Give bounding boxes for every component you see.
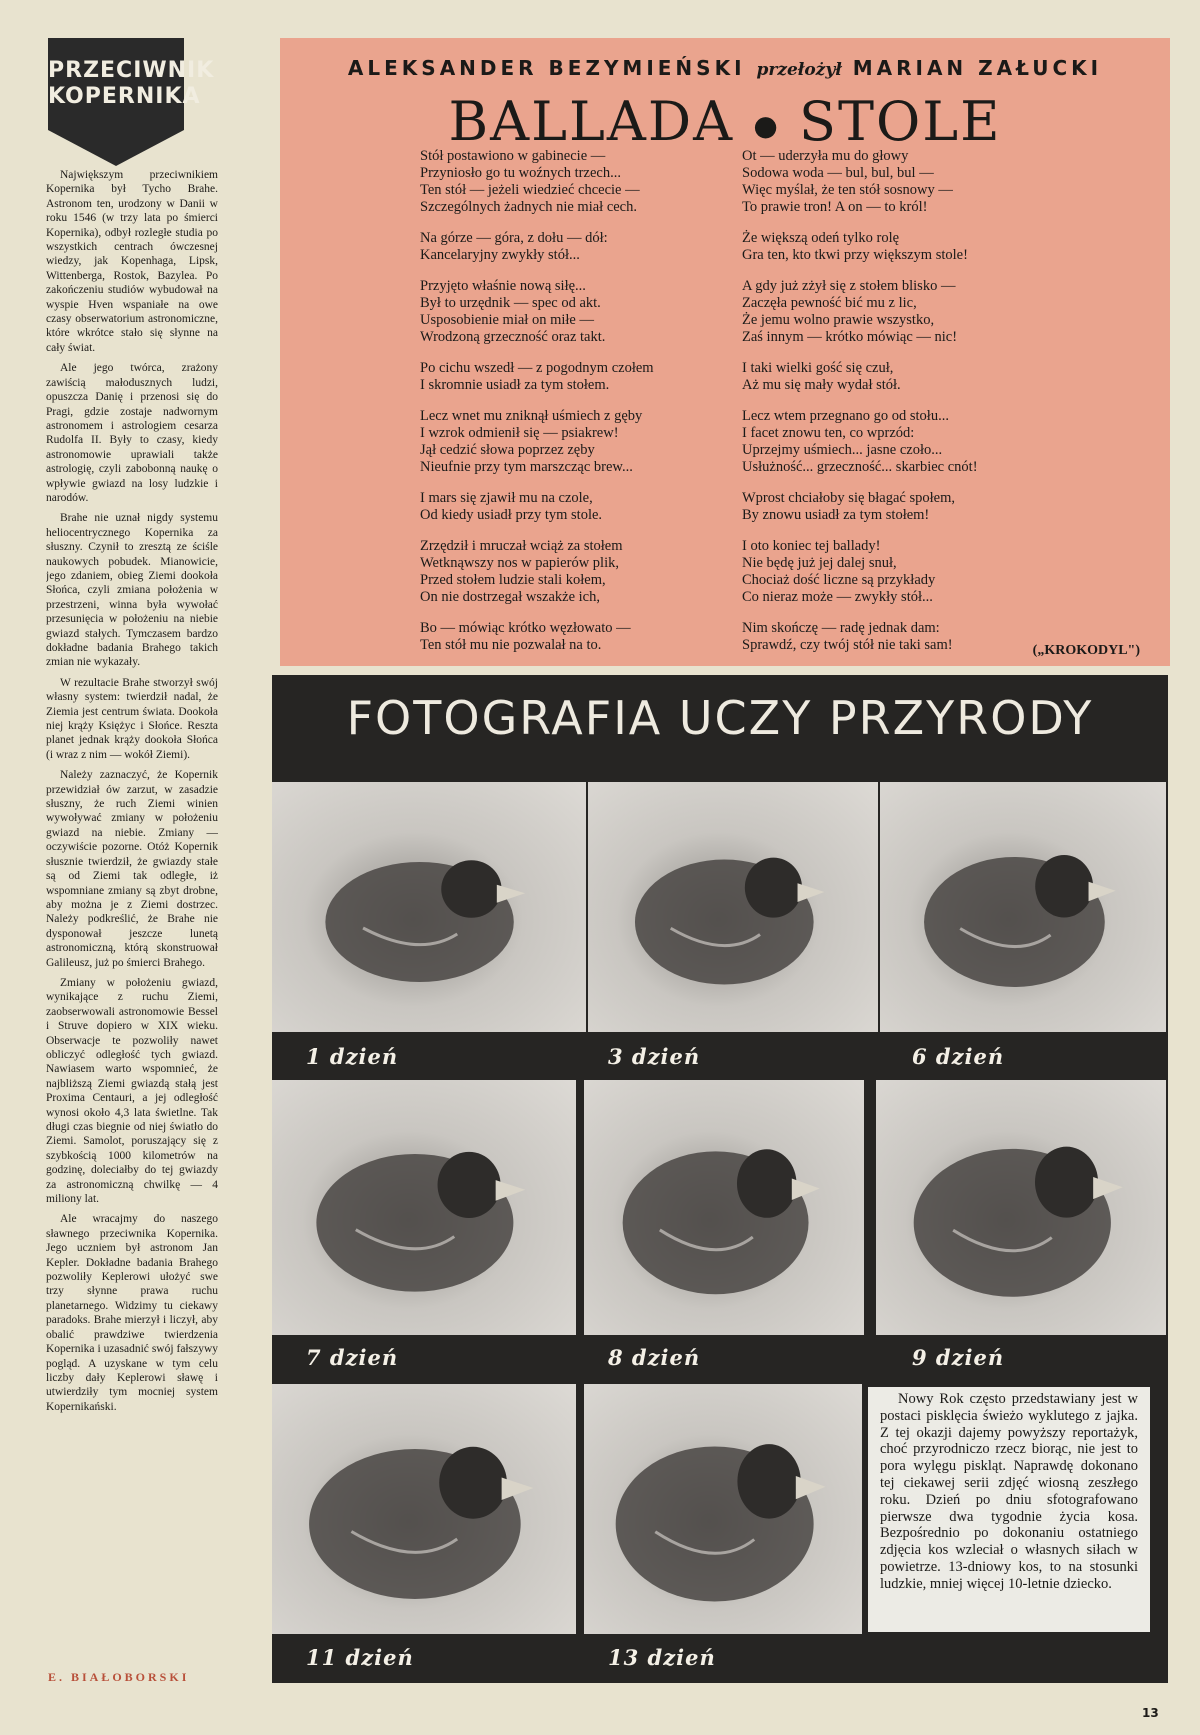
- ballad-line: Uprzejmy uśmiech... jasne czoło...: [742, 442, 943, 458]
- ballad-line: Kancelaryjny zwykły stół...: [420, 247, 580, 263]
- ballad-line: Sprawdź, czy twój stół nie taki sam!: [742, 637, 953, 653]
- ballad-line: I skromnie usiadł za tym stołem.: [420, 377, 610, 393]
- ballad-line: Jął cedzić słowa poprzez zęby: [420, 442, 595, 458]
- ballad-line: Szczególnych żadnych nie miał cech.: [420, 199, 637, 215]
- ballad-line: Stół postawiono w gabinecie —: [420, 148, 606, 164]
- ballad-line: Chociaż dość liczne są przykłady: [742, 572, 936, 588]
- day-caption: 3 dzień: [608, 1044, 701, 1069]
- sidebar-title-arrow: [48, 130, 184, 166]
- bird-icon: [272, 1384, 576, 1634]
- sidebar-title-line1: PRZECIWNIK: [48, 58, 215, 83]
- ballad-line: Wprost chciałoby się błagać społem,: [742, 490, 956, 506]
- ballad-line: Gra ten, kto tkwi przy większym stole!: [742, 247, 968, 263]
- sidebar-title-box: [48, 38, 215, 130]
- chick-photo: [272, 1384, 576, 1634]
- ballad-line: Nie będę już jej dalej snuł,: [742, 555, 897, 571]
- chick-photo: [876, 1080, 1166, 1335]
- ballad-line: Zaś innym — krótko mówiąc — nic!: [742, 329, 958, 345]
- chick-photo: [272, 1080, 576, 1335]
- chick-photo: [272, 782, 586, 1032]
- ballad-title-dot: ●: [753, 109, 780, 142]
- ballad-stanza: [742, 278, 1122, 346]
- ballad-line: Że jemu wolno prawie wszystko,: [742, 312, 935, 328]
- ballad-stanza: [742, 490, 1122, 524]
- ballad-line: Lecz wnet mu zniknął uśmiech z gęby: [420, 408, 643, 424]
- bird-icon: [272, 782, 586, 1032]
- bird-icon: [588, 782, 878, 1032]
- article-paragraph: Brahe nie uznał nigdy systemu heliocentrycznego Kopernika za słuszny. Czynił to zresztą ze ściśle naukowych pobudek. Mianowicie, jego zdaniem, obieg Ziemi dookoła Słońca, czyli zmiana położenia w przestrzeni, winna była wywołać przesunięcia w położeniu na niebie gwiazd stałych. Tymczasem bardzo dokładne badania Brahego takich zmian nie wykazały.: [46, 512, 218, 669]
- day-caption: 11 dzień: [306, 1645, 414, 1670]
- ballad-line: A gdy już zżył się z stołem blisko —: [742, 278, 956, 294]
- ballad-stanza: [742, 408, 1122, 476]
- ballad-line: Ot — uderzyła mu do głowy: [742, 148, 909, 164]
- ballad-title-part1: BALLADA: [448, 90, 735, 153]
- ballad-stanza: [742, 360, 1122, 394]
- ballad-line: To prawie tron! A on — to król!: [742, 199, 928, 215]
- bird-icon: [880, 782, 1166, 1032]
- bird-icon: [584, 1384, 862, 1634]
- ballad-line: Co nieraz może — zwykły stół...: [742, 589, 933, 605]
- photo-caption-note: Nowy Rok często przedstawiany jest w postaci pisklęcia świeżo wyklutego z jajka. Z tej okazji dajemy powyższy reportażyk, choć przyrodniczo rzecz biorąc, nie jest to pora wylęgu piskląt. Naprawdę dokonano tej ciekawej serii zdjęć wiosną zeszłego roku. Dzień po dniu sfotografowano pierwsze dwa tygodnie życia kosa. Bezpośrednio po dokonaniu ostatniego zdjęcia kos wzleciał o własnych siłach w powietrze. 13-dniowy kos, to na stosunki ludzkie, mniej więcej 10-letnie dziecko.: [868, 1387, 1150, 1632]
- ballad-line: Aż mu się mały wydał stół.: [742, 377, 901, 393]
- ballad-line: Wrodzoną grzeczność oraz takt.: [420, 329, 606, 345]
- ballad-line: Ten stół mu nie pozwalał na to.: [420, 637, 602, 653]
- chick-photo: [588, 782, 878, 1032]
- ballad-line: I oto koniec tej ballady!: [742, 538, 881, 554]
- ballad-line: Na górze — góra, z dołu — dół:: [420, 230, 608, 246]
- ballad-line: Od kiedy usiadł przy tym stole.: [420, 507, 603, 523]
- article-paragraph: Zmiany w położeniu gwiazd, wynikające z ruchu Ziemi, zaobserwowali astronomowie Bessel i Struve dopiero w XIX wieku. Obserwacje te pozwoliły nawet obliczyć odległość tych gwiazd. Nawiasem warto wspomnieć, że najbliższą Ziemi gwiazdą stałą jest Proxima Centauri, a jej odległość wynosi około 4,3 lata świetlne. Tak długi czas biegnie od niej światło do Ziemi. Samolot, poruszający się z szybkością 1000 kilometrów na godzinę, doleciałby do tej gwiazdy za astronomiczną chwilkę — 4 miliony lat.: [46, 976, 218, 1206]
- ballad-source: („KROKODYL"): [1032, 643, 1140, 658]
- ballad-column-right: [742, 148, 1122, 668]
- ballad-line: By znowu usiadł za tym stołem!: [742, 507, 930, 523]
- article-paragraph: W rezultacie Brahe stworzył swój własny system: twierdził nadal, że Ziemia jest centrum świata. Dookoła niej krąży Księżyc i Słońce. Reszta planet jednak krąży dookoła Słońca (i wraz z nim — wokół Ziemi).: [46, 676, 218, 761]
- day-caption: 7 dzień: [306, 1345, 399, 1370]
- ballad-line: Że większą odeń tylko rolę: [742, 230, 900, 246]
- day-caption: 6 dzień: [912, 1044, 1005, 1069]
- ballad-line: Przyniosło go tu woźnych trzech...: [420, 165, 621, 181]
- page-number: 13: [1142, 1706, 1159, 1720]
- chick-photo: [584, 1384, 862, 1634]
- ballad-line: Sodowa woda — bul, bul, bul —: [742, 165, 934, 181]
- article-paragraph: Należy zaznaczyć, że Kopernik przewidział ów zarzut, w zasadzie słuszny, że ruch Ziemi winien wywoływać zmiany w położeniu gwiazd na niebie. Zmiany — oczywiście pozorne. Otóż Kopernik słusznie twierdził, że gwiazdy stałe są od Ziemi tak odległe, iż wspomniane zmiany są zbyt drobne, aby można je z Ziemi dostrzec. Należy podkreślić, że Brahe nie dysponował jeszcze lunetą astronomiczną, którą skonstruował Galileusz, już po śmierci Brahego.: [46, 769, 218, 969]
- ballad-line: Przyjęto właśnie nową siłę...: [420, 278, 586, 294]
- ballad-stanza: [742, 148, 1122, 216]
- ballad-line: Usposobienie miał on miłe —: [420, 312, 594, 328]
- ballad-translator: MARIAN ZAŁUCKI: [852, 56, 1103, 80]
- bird-icon: [876, 1080, 1166, 1335]
- ballad-line: Wetknąwszy nos w papierów plik,: [420, 555, 619, 571]
- article-paragraph: Ale jego twórca, zrażony zawiścią małodusznych ludzi, opuszcza Danię i przenosi się do Pragi, gdzie zostaje nadwornym astronomem i astrologiem cesarza Rudolfa II. Były to czasy, kiedy astronomowie uprawiali także astrologię, czyli zabobonną naukę o wpływie gwiazd na losy ludzkie i narodów.: [46, 362, 218, 504]
- ballad-line: Nieufnie przy tym marszcząc brew...: [420, 459, 633, 475]
- ballad-line: Był to urzędnik — spec od akt.: [420, 295, 601, 311]
- ballad-line: Lecz wtem przegnano go od stołu...: [742, 408, 949, 424]
- ballad-line: Ten stół — jeżeli wiedzieć chcecie —: [420, 182, 640, 198]
- ballad-line: Przed stołem ludzie stali kołem,: [420, 572, 606, 588]
- photo-section-title: FOTOGRAFIA UCZY PRZYRODY: [346, 691, 1094, 745]
- ballad-line: I mars się zjawił mu na czole,: [420, 490, 593, 506]
- translated-by-label: przełożył: [756, 60, 842, 80]
- bird-icon: [584, 1080, 864, 1335]
- ballad-line: Zrzędził i mruczał wciąż za stołem: [420, 538, 623, 554]
- sidebar-title-line2: KOPERNIKA: [48, 84, 201, 109]
- sidebar-article: [46, 168, 218, 1663]
- day-caption: 13 dzień: [608, 1645, 716, 1670]
- day-caption: 1 dzień: [306, 1044, 399, 1069]
- ballad-line: Bo — mówiąc krótko węzłowato —: [420, 620, 631, 636]
- ballad-line: I taki wielki gość się czuł,: [742, 360, 894, 376]
- ballad-line: On nie dostrzegał wszakże ich,: [420, 589, 600, 605]
- ballad-line: Zaczęła pewność bić mu z lic,: [742, 295, 917, 311]
- article-paragraph: Największym przeciwnikiem Kopernika był Tycho Brahe. Astronom ten, urodzony w Danii w roku 1546 (w trzy lata po śmierci Kopernika), odbył rozległe studia po wszystkich centrach ówczesnej wiedzy, jak Kopenhaga, Lipsk, Wittenberga, Rostok, Bazylea. Po zakończeniu studiów wybudował na wyspie Hven wspaniałe na owe czasy obserwatorium astronomiczne, które wkrótce stało się słynne na cały świat.: [46, 169, 218, 354]
- ballad-box: [280, 38, 1170, 666]
- ballad-byline: [280, 56, 1170, 80]
- ballad-line: Więc myślał, że ten stół sosnowy —: [742, 182, 953, 198]
- ballad-line: Po cichu wszedł — z pogodnym czołem: [420, 360, 654, 376]
- ballad-stanza: [742, 538, 1122, 606]
- article-author: E. BIAŁOBORSKI: [48, 1670, 190, 1684]
- chick-photo: [584, 1080, 864, 1335]
- day-caption: 9 dzień: [912, 1345, 1005, 1370]
- chick-photo: [880, 782, 1166, 1032]
- ballad-line: I wzrok odmienił się — psiakrew!: [420, 425, 619, 441]
- ballad-line: I facet znowu ten, co wprzód:: [742, 425, 915, 441]
- ballad-line: Nim skończę — radę jednak dam:: [742, 620, 940, 636]
- ballad-stanza: [742, 230, 1122, 264]
- ballad-author: ALEKSANDER BEZYMIEŃSKI: [347, 56, 746, 80]
- day-caption: 8 dzień: [608, 1345, 701, 1370]
- bird-icon: [272, 1080, 576, 1335]
- ballad-line: Usłużność... grzeczność... skarbiec cnót!: [742, 459, 978, 475]
- article-paragraph: Ale wracajmy do naszego sławnego przeciwnika Kopernika. Jego uczniem był astronom Jan Kepler. Dokładne badania Brahego pozwoliły Keplerowi ułożyć swe trzy słynne prawa ruchu planetarnego. Widzimy tu ciekawy paradoks. Brahe mierzył i liczył, aby obalić prawdziwe twierdzenia Kopernika i uzasadnić swój fałszywy pogląd. A uzyskane w tym celu liczby dały Keplerowi sławę i utwierdziły tym mocniej system Kopernikański.: [46, 1213, 218, 1413]
- ballad-title-part2: STOLE: [798, 90, 1002, 153]
